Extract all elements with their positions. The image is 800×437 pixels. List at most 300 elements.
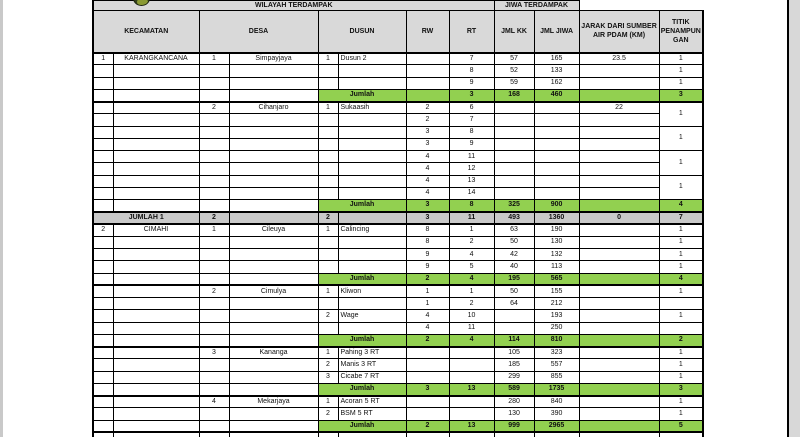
cell-dusun: Dusun 2 [338, 53, 406, 65]
cell-rt: 1 [449, 285, 494, 297]
cell-desa [229, 322, 318, 334]
grand-total-row [93, 212, 703, 224]
table-row [93, 126, 703, 138]
cell-kecamatan [113, 187, 199, 199]
cell-desa-no [199, 236, 229, 248]
cell-rt: 6 [449, 102, 494, 114]
cell-jarak [579, 273, 659, 285]
cell-titik: 5 [659, 420, 703, 432]
cell-jml-kk: 168 [494, 89, 534, 101]
cell-dusun-no [318, 163, 338, 175]
cell-rw: 8 [406, 224, 449, 236]
cell-kecamatan [113, 420, 199, 432]
cell-kecamatan [113, 89, 199, 101]
cell-jarak [579, 200, 659, 212]
cell-rw: 9 [406, 249, 449, 261]
cell-desa: Cileuya [229, 224, 318, 236]
cell-titik: 1 [659, 261, 703, 273]
cell-no [93, 310, 113, 322]
cell-dusun-no [318, 126, 338, 138]
cell-no [93, 163, 113, 175]
cell-dusun-no [318, 298, 338, 310]
cell-jarak [579, 334, 659, 346]
cell-dusun: Pahing 3 RT [338, 347, 406, 359]
cell-jml-jiwa [534, 151, 579, 163]
cell-dusun [338, 77, 406, 89]
group-header-jiwa: JIWA TERDAMPAK [494, 1, 579, 11]
cell-jml-kk: 999 [494, 420, 534, 432]
cell-rt [449, 396, 494, 408]
cell-jarak [579, 371, 659, 383]
cell-rt: 2 [449, 236, 494, 248]
cell-rw: 2 [406, 114, 449, 126]
cell-desa: Mekarjaya [229, 396, 318, 408]
cell-rw: 4 [406, 187, 449, 199]
cell-jml-kk: 130 [494, 408, 534, 420]
cell-dusun: Cicabe 7 RT [338, 371, 406, 383]
cell-rt [449, 371, 494, 383]
cell-desa [229, 420, 318, 432]
cell-kecamatan [113, 65, 199, 77]
cell-no [93, 249, 113, 261]
table-row [93, 249, 703, 261]
cell-jml-jiwa: 840 [534, 396, 579, 408]
cell-jml-jiwa: 113 [534, 261, 579, 273]
cell-jml-jiwa [534, 114, 579, 126]
cell-kecamatan [113, 102, 199, 114]
cell-kecamatan [113, 396, 199, 408]
cell-jarak [579, 249, 659, 261]
cell-rw: 3 [406, 383, 449, 395]
jumlah-row [93, 89, 703, 101]
cutoff-cell [93, 432, 113, 437]
cell-rw: 3 [406, 126, 449, 138]
cell-jml-jiwa [534, 187, 579, 199]
cell-desa [229, 187, 318, 199]
cell-no: 2 [93, 224, 113, 236]
cell-dusun: Kliwon [338, 285, 406, 297]
cell-kecamatan [113, 236, 199, 248]
cell-kecamatan [113, 200, 199, 212]
cell-rw: 3 [406, 200, 449, 212]
cell-kecamatan [113, 359, 199, 371]
cell-kecamatan [113, 273, 199, 285]
cell-titik: 1 [659, 175, 703, 200]
cell-kecamatan [113, 383, 199, 395]
cell-jml-jiwa: 565 [534, 273, 579, 285]
cell-desa-no: 4 [199, 396, 229, 408]
cell-titik: 1 [659, 285, 703, 297]
cell-dusun [338, 261, 406, 273]
cell-kecamatan: KARANGKANCANA [113, 53, 199, 65]
cell-desa-no [199, 408, 229, 420]
cell-rw: 3 [406, 212, 449, 224]
cell-jml-kk: 493 [494, 212, 534, 224]
cell-rt: 8 [449, 126, 494, 138]
cell-jml-jiwa [534, 102, 579, 114]
cell-desa-no [199, 298, 229, 310]
cell-rt [449, 408, 494, 420]
col-header-jarak: JARAK DARI SUMBER AIR PDAM (KM) [579, 11, 659, 53]
cell-desa [229, 273, 318, 285]
cell-jml-jiwa: 165 [534, 53, 579, 65]
cell-rw [406, 408, 449, 420]
cell-jarak [579, 151, 659, 163]
cell-rw [406, 77, 449, 89]
cell-rt: 13 [449, 175, 494, 187]
cell-dusun-no: 3 [318, 371, 338, 383]
cell-desa-no [199, 273, 229, 285]
cell-jml-jiwa [534, 126, 579, 138]
table-row [93, 408, 703, 420]
cell-rt: 1 [449, 224, 494, 236]
cell-desa-no [199, 114, 229, 126]
cell-desa [229, 126, 318, 138]
cell-jml-kk: 185 [494, 359, 534, 371]
jumlah-row [93, 383, 703, 395]
cutoff-cell [318, 432, 338, 437]
cell-titik: 1 [659, 65, 703, 77]
cell-desa [229, 151, 318, 163]
cell-jarak: 0 [579, 212, 659, 224]
cell-jml-jiwa [534, 163, 579, 175]
cell-rw [406, 65, 449, 77]
cell-no [93, 102, 113, 114]
cell-dusun [338, 212, 406, 224]
cell-rw: 4 [406, 151, 449, 163]
table-group-header-row [93, 1, 703, 11]
cell-jarak [579, 359, 659, 371]
cell-jml-kk: 40 [494, 261, 534, 273]
table-row [93, 102, 703, 114]
table-row [93, 138, 703, 150]
cell-dusun-no [318, 249, 338, 261]
cutoff-cell [113, 432, 199, 437]
cell-rt: 11 [449, 151, 494, 163]
cell-dusun-no [318, 175, 338, 187]
table-header-row [93, 11, 703, 53]
cell-jarak [579, 163, 659, 175]
cell-jml-kk: 59 [494, 77, 534, 89]
cell-jarak [579, 285, 659, 297]
cell-no [93, 334, 113, 346]
col-header-jml-kk: JML KK [494, 11, 534, 53]
cell-dusun-no: 1 [318, 53, 338, 65]
cell-rt: 14 [449, 187, 494, 199]
cell-no [93, 114, 113, 126]
cell-no [93, 187, 113, 199]
cell-desa-no: 3 [199, 347, 229, 359]
cell-rw: 1 [406, 285, 449, 297]
cell-dusun-no [318, 261, 338, 273]
cell-dusun-no: 2 [318, 310, 338, 322]
cell-desa [229, 359, 318, 371]
cell-no [93, 420, 113, 432]
cell-jarak [579, 310, 659, 322]
cell-jml-jiwa: 2965 [534, 420, 579, 432]
cell-no [93, 126, 113, 138]
cell-rw: 4 [406, 310, 449, 322]
jumlah-row [93, 420, 703, 432]
cell-jml-jiwa: 900 [534, 200, 579, 212]
cell-kecamatan [113, 138, 199, 150]
cell-jml-jiwa: 132 [534, 249, 579, 261]
cell-titik [659, 322, 703, 334]
cell-desa-no [199, 77, 229, 89]
cell-dusun [338, 114, 406, 126]
cell-jml-kk [494, 163, 534, 175]
cell-desa: Cihanjaro [229, 102, 318, 114]
cell-titik: 1 [659, 102, 703, 127]
cell-kecamatan [113, 77, 199, 89]
cell-jml-jiwa [534, 138, 579, 150]
col-header-rt: RT [449, 11, 494, 53]
cell-kecamatan [113, 126, 199, 138]
cell-kecamatan [113, 334, 199, 346]
cell-jarak [579, 322, 659, 334]
cell-no [93, 383, 113, 395]
cell-desa [229, 371, 318, 383]
col-header-desa: DESA [199, 11, 318, 53]
col-header-kecamatan: KECAMATAN [93, 11, 199, 53]
cell-jml-jiwa: 155 [534, 285, 579, 297]
cell-jarak [579, 420, 659, 432]
cell-jml-jiwa: 193 [534, 310, 579, 322]
cell-dusun-no [318, 114, 338, 126]
group-header-empty [579, 1, 703, 11]
table-row [93, 236, 703, 248]
cell-rt: 10 [449, 310, 494, 322]
cell-dusun-no [318, 151, 338, 163]
cell-rt [449, 347, 494, 359]
cutoff-cell [659, 432, 703, 437]
cell-titik: 1 [659, 408, 703, 420]
cutoff-cell [199, 432, 229, 437]
cell-desa [229, 334, 318, 346]
cell-no [93, 138, 113, 150]
cell-desa-no [199, 151, 229, 163]
cell-jml-jiwa: 557 [534, 359, 579, 371]
cell-rt: 4 [449, 334, 494, 346]
impact-table [92, 0, 704, 437]
cell-desa-no: 2 [199, 212, 229, 224]
cell-kecamatan [113, 322, 199, 334]
cell-dusun [338, 175, 406, 187]
cell-desa-no [199, 420, 229, 432]
cell-titik: 2 [659, 334, 703, 346]
cell-kecamatan [113, 298, 199, 310]
cell-titik: 1 [659, 151, 703, 176]
cell-kecamatan [113, 114, 199, 126]
col-header-rw: RW [406, 11, 449, 53]
cell-dusun-no: 1 [318, 396, 338, 408]
cell-rw: 2 [406, 420, 449, 432]
cell-kecamatan: CIMAHI [113, 224, 199, 236]
cell-jml-jiwa: 250 [534, 322, 579, 334]
cell-dusun: BSM 5 RT [338, 408, 406, 420]
cell-dusun-no: 2 [318, 212, 338, 224]
cell-no [93, 322, 113, 334]
cell-jml-kk [494, 102, 534, 114]
cell-jml-kk: 325 [494, 200, 534, 212]
cell-jml-jiwa: 162 [534, 77, 579, 89]
cell-rt: 7 [449, 53, 494, 65]
cell-titik: 4 [659, 200, 703, 212]
cell-jarak: 23.5 [579, 53, 659, 65]
cell-jml-kk: 57 [494, 53, 534, 65]
cell-jarak [579, 77, 659, 89]
table-row [93, 163, 703, 175]
cell-titik: 1 [659, 396, 703, 408]
page-right-margin [789, 0, 800, 437]
cell-desa [229, 200, 318, 212]
cell-rt: 11 [449, 212, 494, 224]
cell-desa [229, 298, 318, 310]
cell-kecamatan [113, 151, 199, 163]
cell-jarak [579, 347, 659, 359]
cell-dusun [338, 151, 406, 163]
cell-jarak [579, 114, 659, 126]
cell-jml-kk: 63 [494, 224, 534, 236]
cell-dusun: Manis 3 RT [338, 359, 406, 371]
jumlah-label: Jumlah [318, 420, 406, 432]
cell-jml-kk [494, 126, 534, 138]
cell-dusun-no: 2 [318, 359, 338, 371]
table-row [93, 65, 703, 77]
cell-desa [229, 77, 318, 89]
cell-jml-jiwa: 130 [534, 236, 579, 248]
cell-desa-no: 1 [199, 53, 229, 65]
cell-rt [449, 359, 494, 371]
cell-jarak [579, 298, 659, 310]
table-row [93, 53, 703, 65]
cell-no: 1 [93, 53, 113, 65]
cell-rt: 13 [449, 383, 494, 395]
jumlah-row [93, 334, 703, 346]
cell-dusun [338, 187, 406, 199]
cell-jml-kk: 195 [494, 273, 534, 285]
cell-titik: 1 [659, 371, 703, 383]
cell-desa-no [199, 200, 229, 212]
cell-desa-no [199, 383, 229, 395]
cell-jml-kk [494, 175, 534, 187]
table-row [93, 285, 703, 297]
cell-rt: 7 [449, 114, 494, 126]
cell-rw [406, 89, 449, 101]
cell-desa-no: 2 [199, 285, 229, 297]
cell-jml-kk [494, 310, 534, 322]
cell-desa-no [199, 310, 229, 322]
cell-titik: 1 [659, 77, 703, 89]
cell-jml-kk: 50 [494, 285, 534, 297]
cell-jarak [579, 187, 659, 199]
cutoff-cell [406, 432, 449, 437]
cell-rw [406, 359, 449, 371]
cell-rt: 4 [449, 249, 494, 261]
cell-jml-kk [494, 151, 534, 163]
jumlah-label: Jumlah [318, 273, 406, 285]
cell-kecamatan [113, 175, 199, 187]
cell-titik: 3 [659, 89, 703, 101]
cell-desa [229, 261, 318, 273]
table-row [93, 371, 703, 383]
cell-jarak [579, 65, 659, 77]
cell-dusun [338, 126, 406, 138]
cell-rt: 5 [449, 261, 494, 273]
cell-dusun [338, 163, 406, 175]
cell-jml-kk: 105 [494, 347, 534, 359]
cell-rw: 1 [406, 298, 449, 310]
cell-jml-jiwa: 1735 [534, 383, 579, 395]
cell-jml-jiwa: 323 [534, 347, 579, 359]
cell-rw: 2 [406, 334, 449, 346]
cell-desa [229, 249, 318, 261]
cutoff-cell [494, 432, 534, 437]
cell-rt: 3 [449, 89, 494, 101]
cell-jml-kk: 42 [494, 249, 534, 261]
jumlah-label: Jumlah [318, 383, 406, 395]
cell-jml-kk: 299 [494, 371, 534, 383]
cell-jarak [579, 236, 659, 248]
cell-dusun-no [318, 77, 338, 89]
cell-desa-no [199, 175, 229, 187]
col-header-titik: TITIK PENAMPUNGAN [659, 11, 703, 53]
cell-desa [229, 408, 318, 420]
cell-rw: 3 [406, 138, 449, 150]
cell-rw: 2 [406, 102, 449, 114]
cell-dusun-no: 1 [318, 102, 338, 114]
cell-desa-no [199, 359, 229, 371]
page-left-edge [0, 0, 3, 437]
cell-desa-no [199, 65, 229, 77]
cell-desa-no [199, 163, 229, 175]
cell-jml-kk: 52 [494, 65, 534, 77]
cell-jarak [579, 175, 659, 187]
table-row [93, 261, 703, 273]
cutoff-cell [579, 432, 659, 437]
cell-rw [406, 53, 449, 65]
cell-desa [229, 89, 318, 101]
cell-rt: 12 [449, 163, 494, 175]
cell-rw: 2 [406, 273, 449, 285]
cell-desa [229, 114, 318, 126]
cell-titik: 3 [659, 383, 703, 395]
cell-desa-no: 1 [199, 224, 229, 236]
cell-dusun: Wage [338, 310, 406, 322]
cell-dusun: Sukaasih [338, 102, 406, 114]
cell-titik: 1 [659, 249, 703, 261]
cell-jml-jiwa: 190 [534, 224, 579, 236]
cell-rt: 11 [449, 322, 494, 334]
jumlah-row [93, 273, 703, 285]
cell-desa-no [199, 126, 229, 138]
cutoff-cell [229, 432, 318, 437]
cell-jarak [579, 261, 659, 273]
table-row [93, 396, 703, 408]
cell-desa [229, 138, 318, 150]
cell-no [93, 396, 113, 408]
cell-rw: 9 [406, 261, 449, 273]
cell-dusun [338, 65, 406, 77]
cutoff-cell [534, 432, 579, 437]
cell-jml-kk: 589 [494, 383, 534, 395]
cell-rw: 4 [406, 163, 449, 175]
cell-titik: 1 [659, 347, 703, 359]
jumlah-label: Jumlah [318, 334, 406, 346]
cell-titik: 1 [659, 236, 703, 248]
cell-rw: 4 [406, 322, 449, 334]
cell-kecamatan [113, 163, 199, 175]
